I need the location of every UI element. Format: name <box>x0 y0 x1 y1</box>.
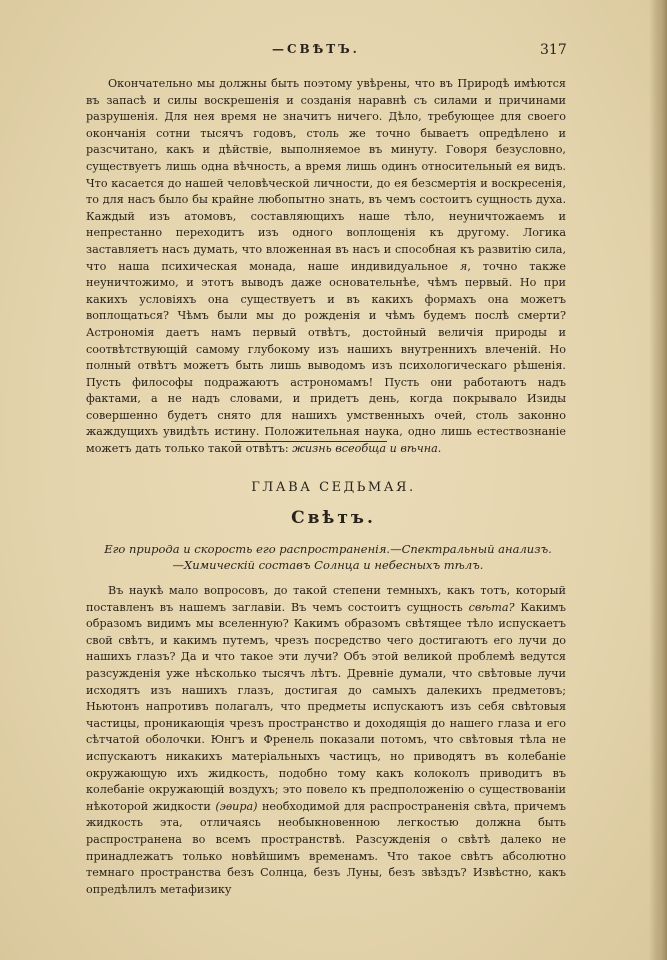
paragraph-text: , точно также неуничтожимо, и этотъ выводъ даже основательнѣе, чѣмъ первый. Но при какихъ условіяхъ она существуетъ и въ какихъ формахъ она можетъ воплощаться? Чѣмъ были мы до рожденія и чѣмъ будемъ послѣ смерти? Астрономія даетъ намъ первый отвѣтъ, достойный величія природы и соотвѣтствующій самому глубокому изъ нашихъ внутреннихъ влеченій. Но полный отвѣтъ можетъ быть лишь выводомъ изъ психологическаго рѣшенія. Пусть философы подражаютъ астрономамъ! Пусть они работаютъ надъ фактами, а не надъ словами, и придетъ день, когда покрывало Изиды совершенно будетъ снято для нашихъ умственныхъ очей, столь законно жаждущихъ увидѣть истину. Положительная наука, одно лишь естествознаніе можетъ дать только такой отвѣтъ: <box>86 259 566 456</box>
paragraph-text: Въ наукѣ мало вопросовъ, до такой степени темныхъ, какъ тотъ, который поставленъ въ нашемъ заглавіи. Въ чемъ состоитъ сущность <box>86 584 566 614</box>
chapter-summary: Его природа и скорость его распространенія.—Спектральный анализъ.—Химическій составъ Солнца и небесныхъ тѣлъ. <box>104 542 552 572</box>
paragraph-immortality <box>86 76 566 458</box>
paragraph-light <box>86 583 566 898</box>
paragraph-text: Какимъ образомъ видимъ мы вселенную? Какимъ образомъ свѣтящее тѣло испускаетъ свой свѣтъ, и какимъ путемъ, чрезъ посредство чего достигаютъ его лучи до нашихъ глазъ? Да и что такое эти лучи? Объ этой великой проблемѣ ведутся разсужденія уже нѣсколько тысячъ лѣтъ. Древніе думали, что свѣтовые лучи исходятъ изъ нашихъ глазъ, достигая до самыхъ далекихъ предметовъ; Ньютонъ напротивъ полагалъ, что предметы испускаютъ изъ себя свѣтовыя частицы, проникающія чрезъ пространство и доходящія до нашего глаза и его сѣтчатой оболочки. Юнгъ и Френель показали потомъ, что свѣтовыя тѣла не испускаютъ никакихъ матеріальныхъ частицъ, но приводятъ въ колебаніе окружающую ихъ жидкость, подобно тому какъ колоколъ приводитъ въ колебаніе окружающій воздухъ; это повело къ предположенію о существованіи нѣкоторой жидкости <box>86 600 567 813</box>
paragraph-text: . <box>437 442 442 456</box>
italic-text: жизнь всеобща и вѣчна <box>292 442 438 456</box>
paragraph-text: Окончательно мы должны быть поэтому увѣрены, что въ Природѣ имѣются въ запасѣ и силы воскрешенія и созданія наравнѣ съ силами и причинами разрушенія. Для нея время не значитъ ничего. Дѣло, требующее для своего окончанія сотни тысячъ годовъ, столь же точно бываетъ опредѣлено и разсчитано, какъ и дѣйствіе, выполняемое въ минуту. Говоря безусловно, существуетъ лишь одна вѣчность, а время лишь одинъ относительный ея видъ. Что касается до нашей человѣческой личности, до ея безсмертія и воскресенія, то для насъ было бы крайне любопытно знать, въ чемъ состоитъ сущность духа. Каждый изъ атомовъ, составляющихъ наше тѣло, неуничтожаемъ и непрестанно переходитъ изъ одного воплощенія къ другому. Логика заставляетъ насъ думать, что вложенная въ насъ и способная къ развитію сила, что наша психическая монада, наше индивидуальное <box>86 77 566 273</box>
chapter-heading: ГЛАВА СЕДЬМАЯ. <box>251 480 416 495</box>
italic-text: я <box>459 259 468 273</box>
italic-text: (эѳира) <box>215 799 258 813</box>
running-head: —СВѢТЪ. <box>272 42 360 56</box>
page-header <box>0 42 667 62</box>
paragraph-text: необходимой для распространенія свѣта, причемъ жидкость эта, отличаясь необыкновенною легкостью должна быть распространена во всемъ пространствѣ. Разсужденія о свѣтѣ далеко не принадлежатъ только новѣйшимъ временамъ. Что такое свѣтъ абсолютно темнаго пространства безъ Солнца, безъ Луны, безъ звѣздъ? Извѣстно, какъ опредѣлилъ метафизику <box>86 799 566 896</box>
section-divider <box>231 441 387 442</box>
italic-text: свѣта? <box>468 600 515 614</box>
chapter-title: Свѣтъ. <box>291 508 376 528</box>
page-number: 317 <box>540 42 567 58</box>
